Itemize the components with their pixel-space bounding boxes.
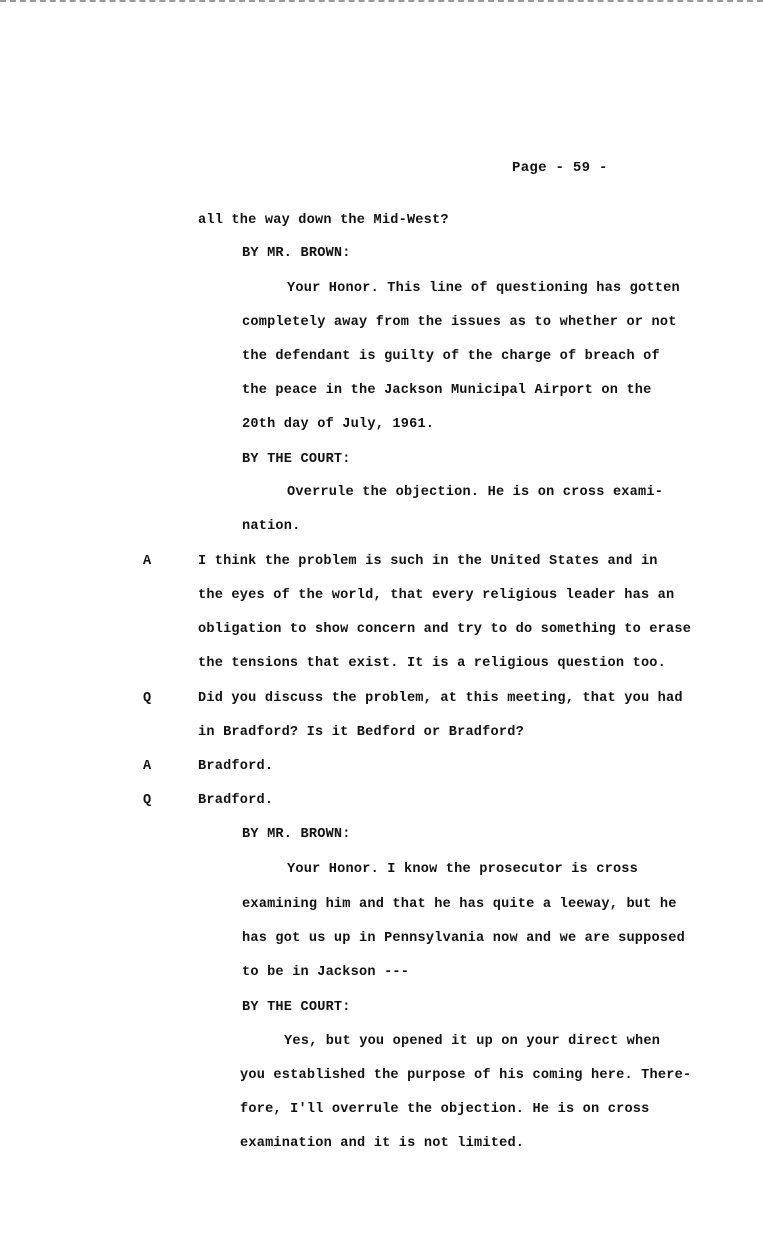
- transcript-line: Overrule the objection. He is on cross exami-: [287, 485, 664, 500]
- transcript-line: you established the purpose of his coming here. There-: [240, 1068, 692, 1083]
- scan-edge: [0, 0, 763, 6]
- speaker-label: A: [143, 554, 152, 569]
- speaker-label: Q: [143, 793, 152, 808]
- transcript-line: examination and it is not limited.: [240, 1136, 525, 1151]
- transcript-line: Your Honor. This line of questioning has gotten: [287, 281, 680, 296]
- speaker-label: A: [143, 759, 152, 774]
- transcript-line: Yes, but you opened it up on your direct when: [284, 1034, 661, 1049]
- transcript-line: obligation to show concern and try to do something to erase: [198, 622, 692, 637]
- speaker-heading: BY THE COURT:: [242, 1000, 351, 1015]
- transcript-line: Did you discuss the problem, at this meeting, that you had: [198, 691, 683, 706]
- transcript-line: the defendant is guilty of the charge of breach of: [242, 349, 660, 364]
- transcript-line: Bradford.: [198, 759, 274, 774]
- transcript-line: has got us up in Pennsylvania now and we are supposed: [242, 931, 685, 946]
- speaker-heading: BY THE COURT:: [242, 452, 351, 467]
- transcript-line: completely away from the issues as to whether or not: [242, 315, 677, 330]
- transcript-line: nation.: [242, 519, 301, 534]
- transcript-line: fore, I'll overrule the objection. He is on cross: [240, 1102, 650, 1117]
- page-number: Page - 59 -: [512, 160, 608, 176]
- transcript-line: to be in Jackson ---: [242, 965, 410, 980]
- transcript-line: in Bradford? Is it Bedford or Bradford?: [198, 725, 524, 740]
- transcript-line: all the way down the Mid-West?: [198, 213, 449, 228]
- transcript-line: the eyes of the world, that every religious leader has an: [198, 588, 675, 603]
- speaker-heading: BY MR. BROWN:: [242, 246, 351, 261]
- transcript-line: 20th day of July, 1961.: [242, 417, 435, 432]
- transcript-line: Bradford.: [198, 793, 274, 808]
- speaker-heading: BY MR. BROWN:: [242, 827, 351, 842]
- transcript-line: examining him and that he has quite a leeway, but he: [242, 897, 677, 912]
- transcript-line: the peace in the Jackson Municipal Airport on the: [242, 383, 652, 398]
- transcript-line: Your Honor. I know the prosecutor is cross: [287, 862, 639, 877]
- transcript-line: the tensions that exist. It is a religious question too.: [198, 656, 667, 671]
- speaker-label: Q: [143, 691, 152, 706]
- transcript-line: I think the problem is such in the United States and in: [198, 554, 658, 569]
